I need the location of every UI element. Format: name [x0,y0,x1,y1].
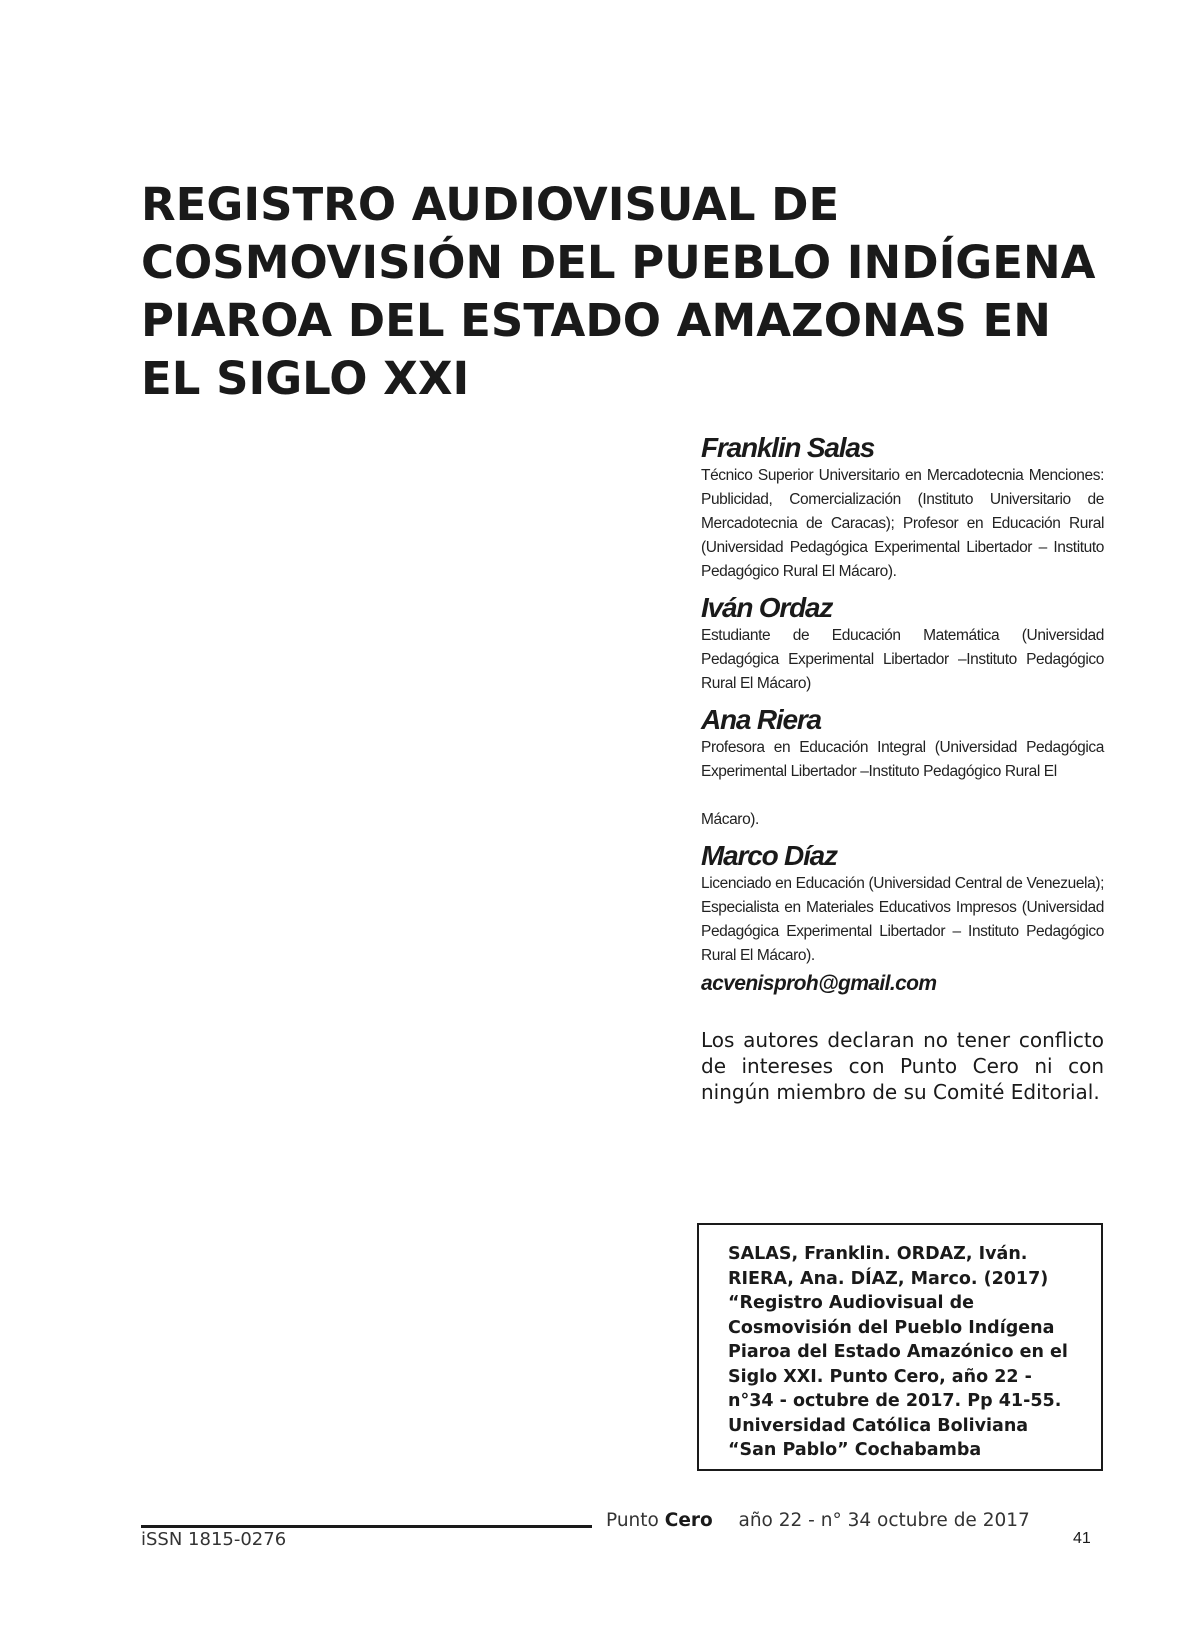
footer-rule [141,1525,592,1528]
title-line: EL SIGLO XXI [141,352,470,405]
contact-email[interactable]: acvenisproh@gmail.com [701,972,937,995]
journal-name-bold: Cero [664,1510,713,1531]
conflict-declaration: Los autores declaran no tener conflicto de intereses con Punto Cero ni con ningún miembro de su Comité Editorial. [701,1028,1104,1104]
citation-box [697,1223,1103,1471]
author-bio: Técnico Superior Universitario en Mercadotecnia Menciones: Publicidad, Comercialización (Instituto Universitario de Mercadotecnia de Caracas); Profesor en Educación Rural (Universidad Pedagógica Experimental Libertador – Instituto Pedagógico Rural El Mácaro). [701,467,1104,580]
journal-footer [606,1510,1030,1531]
author-name: Franklin Salas [701,432,875,463]
author-bio: Estudiante de Educación Matemática (Universidad Pedagógica Experimental Libertador –Instituto Pedagógico Rural El Mácaro) [701,627,1104,692]
citation-text: SALAS, Franklin. ORDAZ, Iván. RIERA, Ana. DÍAZ, Marco. (2017) “Registro Audiovisual de Cosmovisión del Pueblo Indígena Piaroa del Estado Amazónico en el Siglo XXI. Punto Cero, año 22 - n°34 - octubre de 2017. Pp 41-55. Universidad Católica Boliviana “San Pablo” Cochabamba [728,1244,1068,1460]
title-line: COSMOVISIÓN DEL PUEBLO INDÍGENA [141,236,1096,289]
author-name: Iván Ordaz [701,592,833,623]
title-line: REGISTRO AUDIOVISUAL DE [141,178,840,231]
journal-issue: año 22 - n° 34 octubre de 2017 [738,1510,1030,1531]
issn: iSSN 1815-0276 [141,1529,287,1550]
bio-spacer [701,794,1104,808]
author-name: Marco Díaz [701,840,837,871]
article-title [141,176,1141,408]
author-bio-continued: Mácaro). [701,811,759,828]
author-bio: Licenciado en Educación (Universidad Central de Venezuela); Especialista en Materiales Educativos Impresos (Universidad Pedagógica Experimental Libertador – Instituto Pedagógico Rural El Mácaro). [701,875,1104,964]
author-name: Ana Riera [701,704,821,735]
journal-name-regular: Punto [606,1510,659,1531]
title-line: PIAROA DEL ESTADO AMAZONAS EN [141,294,1051,347]
author-bio: Profesora en Educación Integral (Universidad Pedagógica Experimental Libertador –Instituto Pedagógico Rural El [701,739,1104,780]
author-list [701,432,1104,976]
page-number: 41 [1073,1530,1091,1547]
